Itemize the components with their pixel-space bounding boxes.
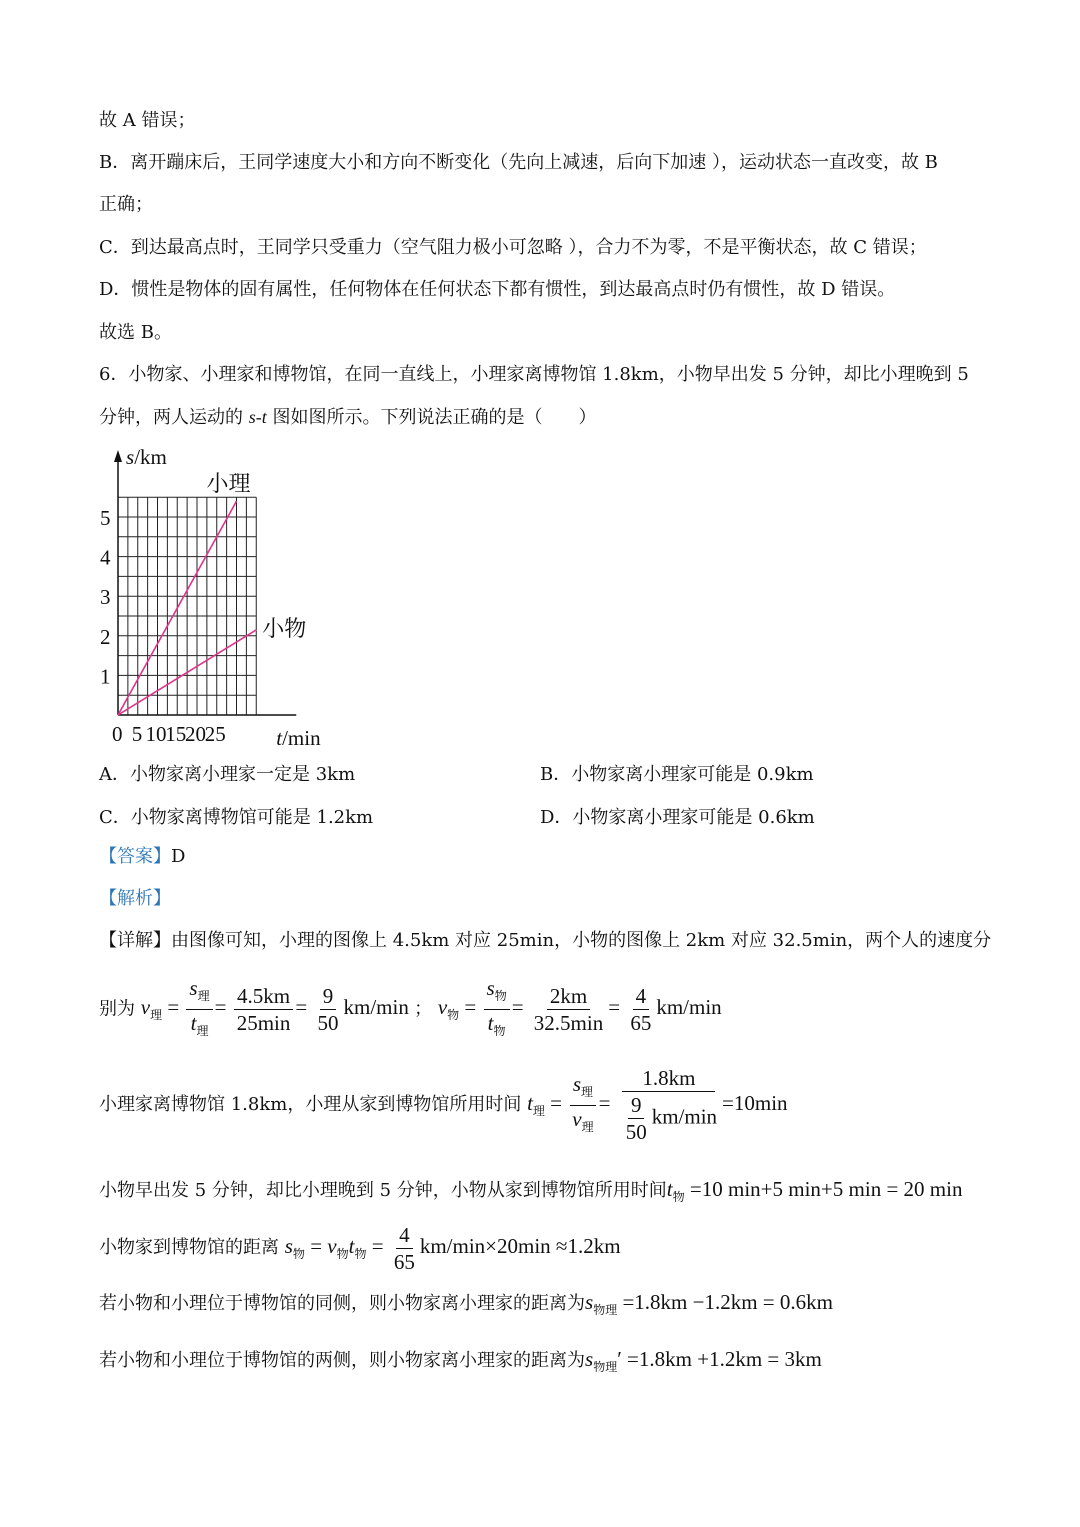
both-sides-pre: 若小物和小理位于博物馆的两侧，则小物家离小理家的距离为 xyxy=(99,1350,585,1371)
q6-text-post: 图如图所示。下列说法正确的是（ ） xyxy=(266,407,597,428)
x-tick-label: 25 xyxy=(204,722,226,746)
v-li-formula: $v_理$ = $\frac{s_理}{t_理}$ = $\frac{4.5km}{25\min}$ = $\frac{9}{50}$ km/min xyxy=(140,976,409,1038)
x-tick-label: 10 xyxy=(145,722,167,746)
x-axis-label: t/min xyxy=(276,726,321,750)
answer-line xyxy=(99,845,185,869)
st-chart xyxy=(98,446,478,751)
same-side-pre: 若小物和小理位于博物馆的同侧，则小物家离小理家的距离为 xyxy=(99,1293,585,1314)
detail-label: 【详解】 xyxy=(99,930,171,951)
y-tick-label: 1 xyxy=(100,664,111,689)
speeds-sep: ； xyxy=(414,998,433,1020)
both-sides-line xyxy=(99,1345,822,1381)
line-conclusion-a: 故 A 错误； xyxy=(99,110,196,131)
speeds-line xyxy=(99,975,722,1044)
y-tick-label: 4 xyxy=(100,545,111,570)
speeds-pre: 别为 xyxy=(99,998,135,1020)
t-li-line xyxy=(99,1063,788,1151)
t-wu-line xyxy=(99,1175,962,1211)
answer-label: 【答案】 xyxy=(99,846,171,867)
option-d: D．小物家离小理家可能是 0.6km xyxy=(540,807,815,828)
question-6-line1: 6．小物家、小理家和博物馆，在同一直线上，小理家离博物馆 1.8km，小物早出发 5 分钟，却比小理晚到 5 xyxy=(99,364,969,385)
same-side-line xyxy=(99,1288,833,1324)
option-c: C．小物家离博物馆可能是 1.2km xyxy=(99,807,374,828)
y-tick-label: 5 xyxy=(100,506,111,530)
detail-line1 xyxy=(99,929,991,953)
x-tick-label: 0 xyxy=(112,722,123,746)
x-tick-label: 5 xyxy=(131,722,143,746)
line-choose-b: 故选 B。 xyxy=(99,322,172,343)
q6-st-symbol: s-t xyxy=(248,407,267,427)
option-a: A．小物家离小理家一定是 3km xyxy=(99,764,356,785)
analysis-line xyxy=(99,887,171,911)
option-b: B．小物家离小理家可能是 0.9km xyxy=(540,764,814,785)
s-wu-formula: $s_物 = v_物t_物$ = $\frac{4}{65}$ km/min×20min ≈1.2km xyxy=(284,1222,621,1274)
question-6-line2 xyxy=(99,405,596,430)
both-sides-formula: $s_{物理}' =1.8km +1.2km = 3km$ xyxy=(585,1347,822,1374)
s-wu-pre: 小物家到博物馆的距离 xyxy=(99,1237,279,1258)
q6-text-pre: 分钟，两人运动的 xyxy=(99,407,249,428)
t-li-pre: 小理家离博物馆 1.8km，小理从家到博物馆所用时间 xyxy=(99,1094,522,1115)
t-wu-pre: 小物早出发 5 分钟，却比小理晚到 5 分钟，小物从家到博物馆所用时间 xyxy=(99,1180,667,1201)
y-axis-arrow xyxy=(114,450,122,462)
line-option-b-correct: 正确； xyxy=(99,194,153,215)
line-option-d-analysis: D．惯性是物体的固有属性，任何物体在任何状态下都有惯性，到达最高点时仍有惯性，故 D 错误。 xyxy=(99,279,896,300)
y-tick-label: 2 xyxy=(100,624,111,649)
same-side-formula: $s_{物理} =1.8km -1.2km = 0.6km$ xyxy=(585,1290,833,1317)
t-wu-formula: $t_物 =10$ min+5 min+5 min = 20 min xyxy=(666,1177,963,1204)
analysis-label: 【解析】 xyxy=(99,888,171,909)
y-tick-label: 3 xyxy=(100,585,111,610)
series-label-xiaowu: 小物 xyxy=(262,616,307,642)
line-option-b-analysis: B．离开蹦床后，王同学速度大小和方向不断变化（先向上减速，后向下加速 ），运动状态一直改变，故 B xyxy=(99,152,938,173)
t-li-formula: $t_理$ = $\frac{s_理}{v_理}$ = 1.8km $\frac{9}{50}$ km/min =10min xyxy=(527,1066,788,1145)
v-wu-formula: $v_物$ = $\frac{s_物}{t_物}$ = $\frac{2km}{32.5\min}$ = $\frac{4}{65}$ km/min xyxy=(437,976,722,1038)
answer-value: D xyxy=(171,846,186,867)
line-option-c-analysis: C．到达最高点时，王同学只受重力（空气阻力极小可忽略 ），合力不为零，不是平衡状态，故 C 错误； xyxy=(99,237,927,258)
y-axis-label: s/km xyxy=(126,446,167,469)
s-wu-line xyxy=(99,1218,621,1282)
detail-text: 由图像可知，小理的图像上 4.5km 对应 25min，小物的图像上 2km 对应 32.5min，两个人的速度分 xyxy=(171,930,992,951)
x-tick-label: 15 xyxy=(165,722,187,746)
series-label-xiaoli: 小理 xyxy=(206,472,251,498)
x-tick-label: 20 xyxy=(185,722,206,746)
